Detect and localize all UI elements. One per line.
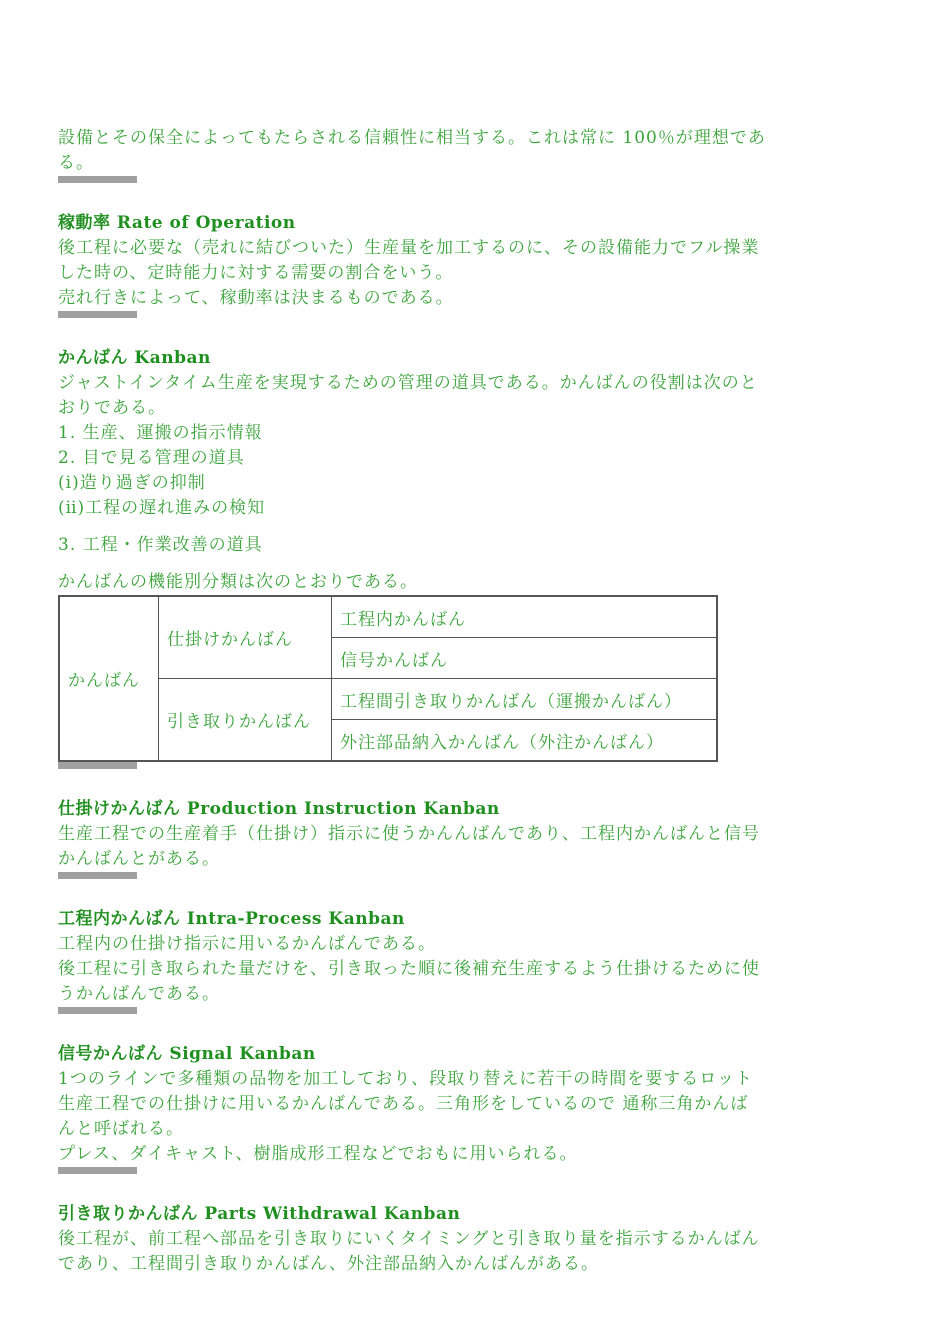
list-item: 2. 目で見る管理の道具 — [58, 448, 245, 468]
body-text: 設備とその保全によってもたらされる信頼性に相当する。これは常に 100％が理想であ — [58, 128, 766, 148]
body-text: る。 — [58, 153, 94, 173]
body-text: であり、工程間引き取りかんばん、外注部品納入かんばんがある。 — [58, 1254, 600, 1274]
body-text: 生産工程での仕掛けに用いるかんばんである。三角形をしているので 通称三角かんば — [58, 1094, 749, 1114]
list-item: 1. 生産、運搬の指示情報 — [58, 423, 263, 443]
body-text: 売れ行きによって、稼動率は決まるものである。 — [58, 288, 454, 308]
body-text: 後工程に必要な（売れに結びついた）生産量を加工するのに、その設備能力でフル操業 — [58, 238, 760, 258]
section-title: 引き取りかんばん Parts Withdrawal Kanban — [58, 1204, 461, 1224]
body-text: かんばんとがある。 — [58, 849, 220, 869]
list-item: 3. 工程・作業改善の道具 — [58, 535, 263, 555]
body-text: 生産工程での生産着手（仕掛け）指示に使うかんんばんであり、工程内かんばんと信号 — [58, 824, 760, 844]
body-text: ジャストインタイム生産を実現するための管理の道具である。かんばんの役割は次のと — [58, 373, 758, 393]
table-group-cell: 仕掛けかんばん — [159, 596, 332, 679]
kanban-classification-table — [58, 595, 718, 762]
production-instruction-section — [58, 797, 818, 879]
section-divider — [58, 176, 137, 183]
list-item: (ⅱ)工程の遅れ進みの検知 — [58, 498, 266, 518]
section-title: 工程内かんばん Intra-Process Kanban — [58, 909, 405, 929]
list-item: (ⅰ)造り過ぎの抑制 — [58, 473, 206, 493]
section-title: 稼動率 Rate of Operation — [58, 213, 296, 233]
section-divider — [58, 1167, 137, 1174]
table-root-cell: かんばん — [59, 596, 159, 761]
section-title: かんばん Kanban — [58, 348, 211, 368]
body-text: おりである。 — [58, 398, 166, 418]
body-text: 後工程が、前工程へ部品を引き取りにいくタイミングと引き取り量を指示するかんばん — [58, 1229, 760, 1249]
kanban-section — [58, 346, 818, 769]
body-text: うかんばんである。 — [58, 984, 220, 1004]
section-divider — [58, 311, 137, 318]
section-divider — [58, 762, 137, 769]
body-text: 工程内の仕掛け指示に用いるかんばんである。 — [58, 934, 436, 954]
document-page — [58, 126, 818, 1277]
body-text: かんばんの機能別分類は次のとおりである。 — [58, 572, 418, 592]
signal-section — [58, 1042, 818, 1174]
body-text: んと呼ばれる。 — [58, 1119, 184, 1139]
table-item-cell: 工程内かんばん — [332, 596, 718, 638]
table-item-cell: 外注部品納入かんばん（外注かんばん） — [332, 720, 718, 762]
body-text: 後工程に引き取られた量だけを、引き取った順に後補充生産するよう仕掛けるために使 — [58, 959, 760, 979]
section-title: 仕掛けかんばん Production Instruction Kanban — [58, 799, 500, 819]
intra-process-section — [58, 907, 818, 1014]
body-text: プレス、ダイキャスト、樹脂成形工程などでおもに用いられる。 — [58, 1144, 578, 1164]
body-text: した時の、定時能力に対する需要の割合をいう。 — [58, 263, 454, 283]
section-divider — [58, 872, 137, 879]
body-text: 1つのラインで多種類の品物を加工しており、段取り替えに若干の時間を要するロット — [58, 1069, 753, 1089]
table-group-cell: 引き取りかんばん — [159, 679, 332, 762]
section-title: 信号かんばん Signal Kanban — [58, 1044, 316, 1064]
rate-of-operation-section — [58, 211, 818, 318]
parts-withdrawal-section — [58, 1202, 818, 1277]
table-item-cell: 工程間引き取りかんばん（運搬かんばん） — [332, 679, 718, 720]
table-item-cell: 信号かんばん — [332, 638, 718, 679]
section-divider — [58, 1007, 137, 1014]
intro-section — [58, 126, 818, 183]
